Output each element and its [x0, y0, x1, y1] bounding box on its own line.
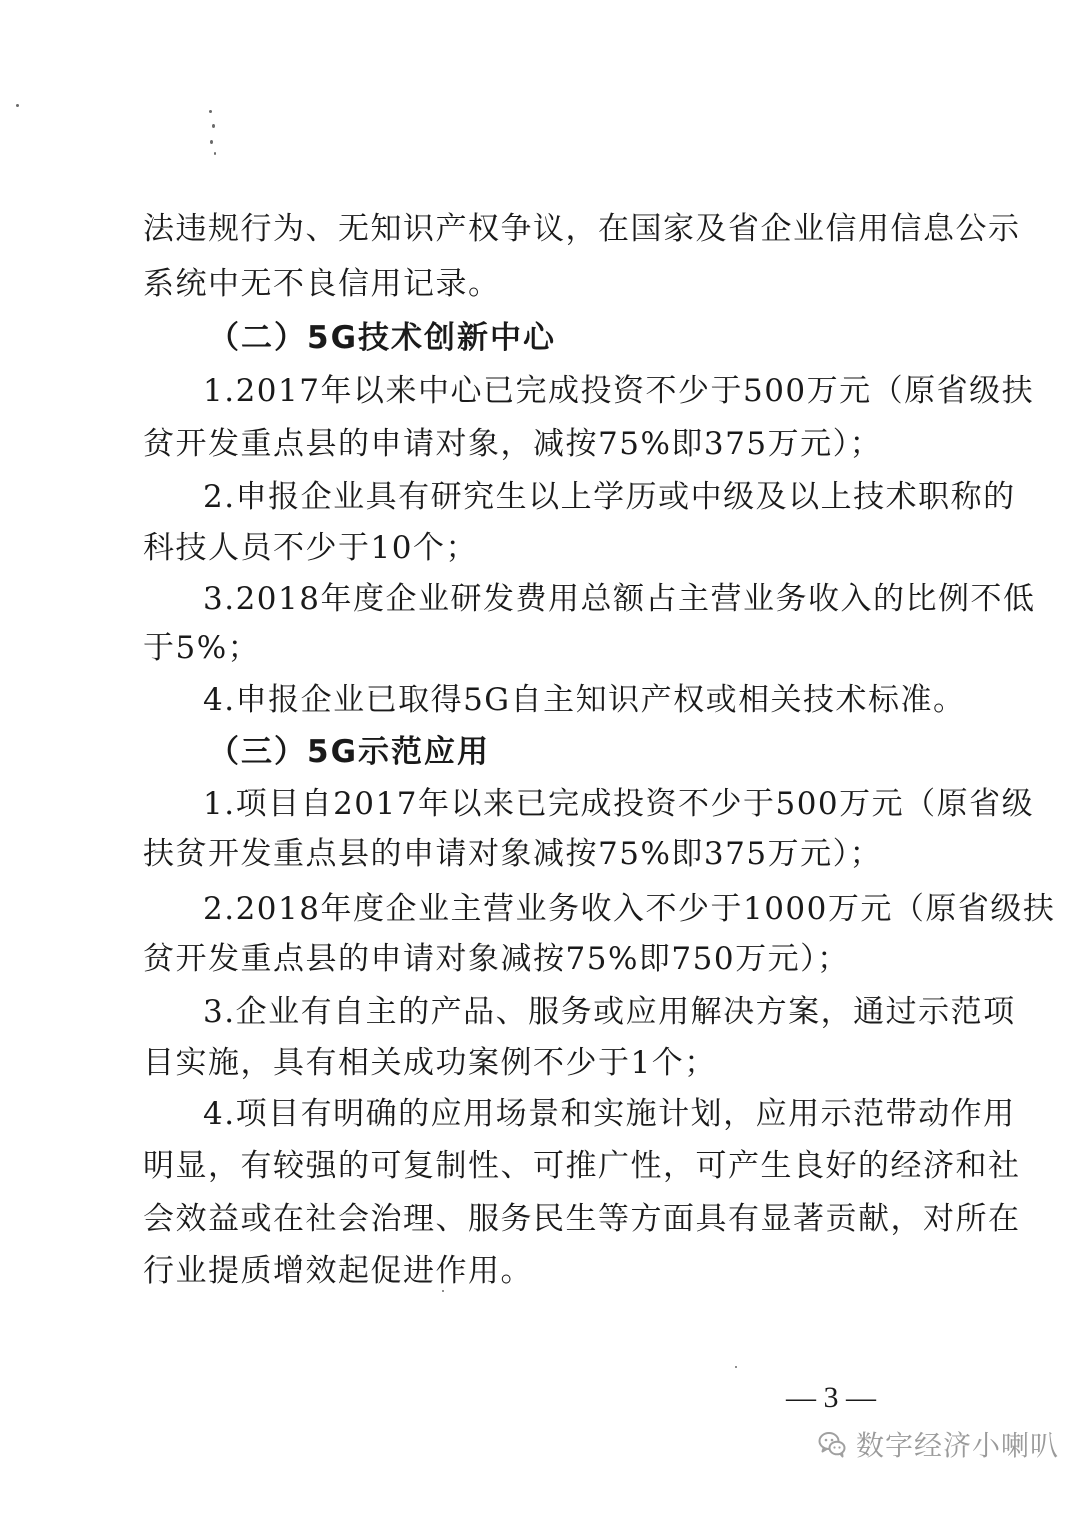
body-line: 明显，有较强的可复制性、可推广性，可产生良好的经济和社 — [143, 1148, 1021, 1184]
section-heading: （三）5G示范应用 — [208, 734, 491, 770]
scan-speck — [16, 104, 19, 107]
body-line: 2.申报企业具有研究生以上学历或中级及以上技术职称的 — [203, 479, 1016, 515]
body-line: 贫开发重点县的申请对象，减按75%即375万元）； — [143, 426, 883, 462]
body-line: 目实施，具有相关成功案例不少于1个； — [143, 1045, 717, 1081]
body-line: 1.2017年以来中心已完成投资不少于500万元（原省级扶 — [203, 373, 1035, 409]
body-line: 于5%； — [143, 630, 261, 666]
body-line: 会效益或在社会治理、服务民生等方面具有显著贡献，对所在 — [143, 1201, 1021, 1237]
page-number: — 3 — — [786, 1381, 876, 1414]
body-line: 2.2018年度企业主营业务收入不少于1000万元（原省级扶 — [203, 891, 1056, 927]
body-line: 系统中无不良信用记录。 — [143, 266, 501, 302]
body-line: 行业提质增效起促进作用。 — [143, 1253, 533, 1289]
body-line: 3.2018年度企业研发费用总额占主营业务收入的比例不低 — [203, 581, 1036, 617]
body-line: 贫开发重点县的申请对象减按75%即750万元）； — [143, 941, 850, 977]
body-line: 科技人员不少于10个； — [143, 530, 478, 566]
section-heading: （二）5G技术创新中心 — [208, 320, 557, 356]
body-line: 4.项目有明确的应用场景和实施计划，应用示范带动作用 — [203, 1096, 1016, 1132]
scan-speck — [214, 152, 216, 155]
scan-speck — [212, 124, 215, 128]
body-line: 4.申报企业已取得5G自主知识产权或相关技术标准。 — [203, 682, 966, 718]
scan-speck — [209, 110, 212, 113]
watermark-text: 数字经济小喇叭 — [856, 1429, 1060, 1462]
body-line: 3.企业有自主的产品、服务或应用解决方案，通过示范项 — [203, 994, 1016, 1030]
wechat-icon — [818, 1430, 846, 1458]
body-line: 扶贫开发重点县的申请对象减按75%即375万元）； — [143, 836, 883, 872]
body-line: 1.项目自2017年以来已完成投资不少于500万元（原省级 — [203, 786, 1035, 822]
scan-speck — [735, 1366, 737, 1368]
watermark — [818, 1424, 1059, 1464]
scan-speck — [210, 140, 213, 144]
body-line: 法违规行为、无知识产权争议，在国家及省企业信用信息公示 — [143, 211, 1021, 247]
